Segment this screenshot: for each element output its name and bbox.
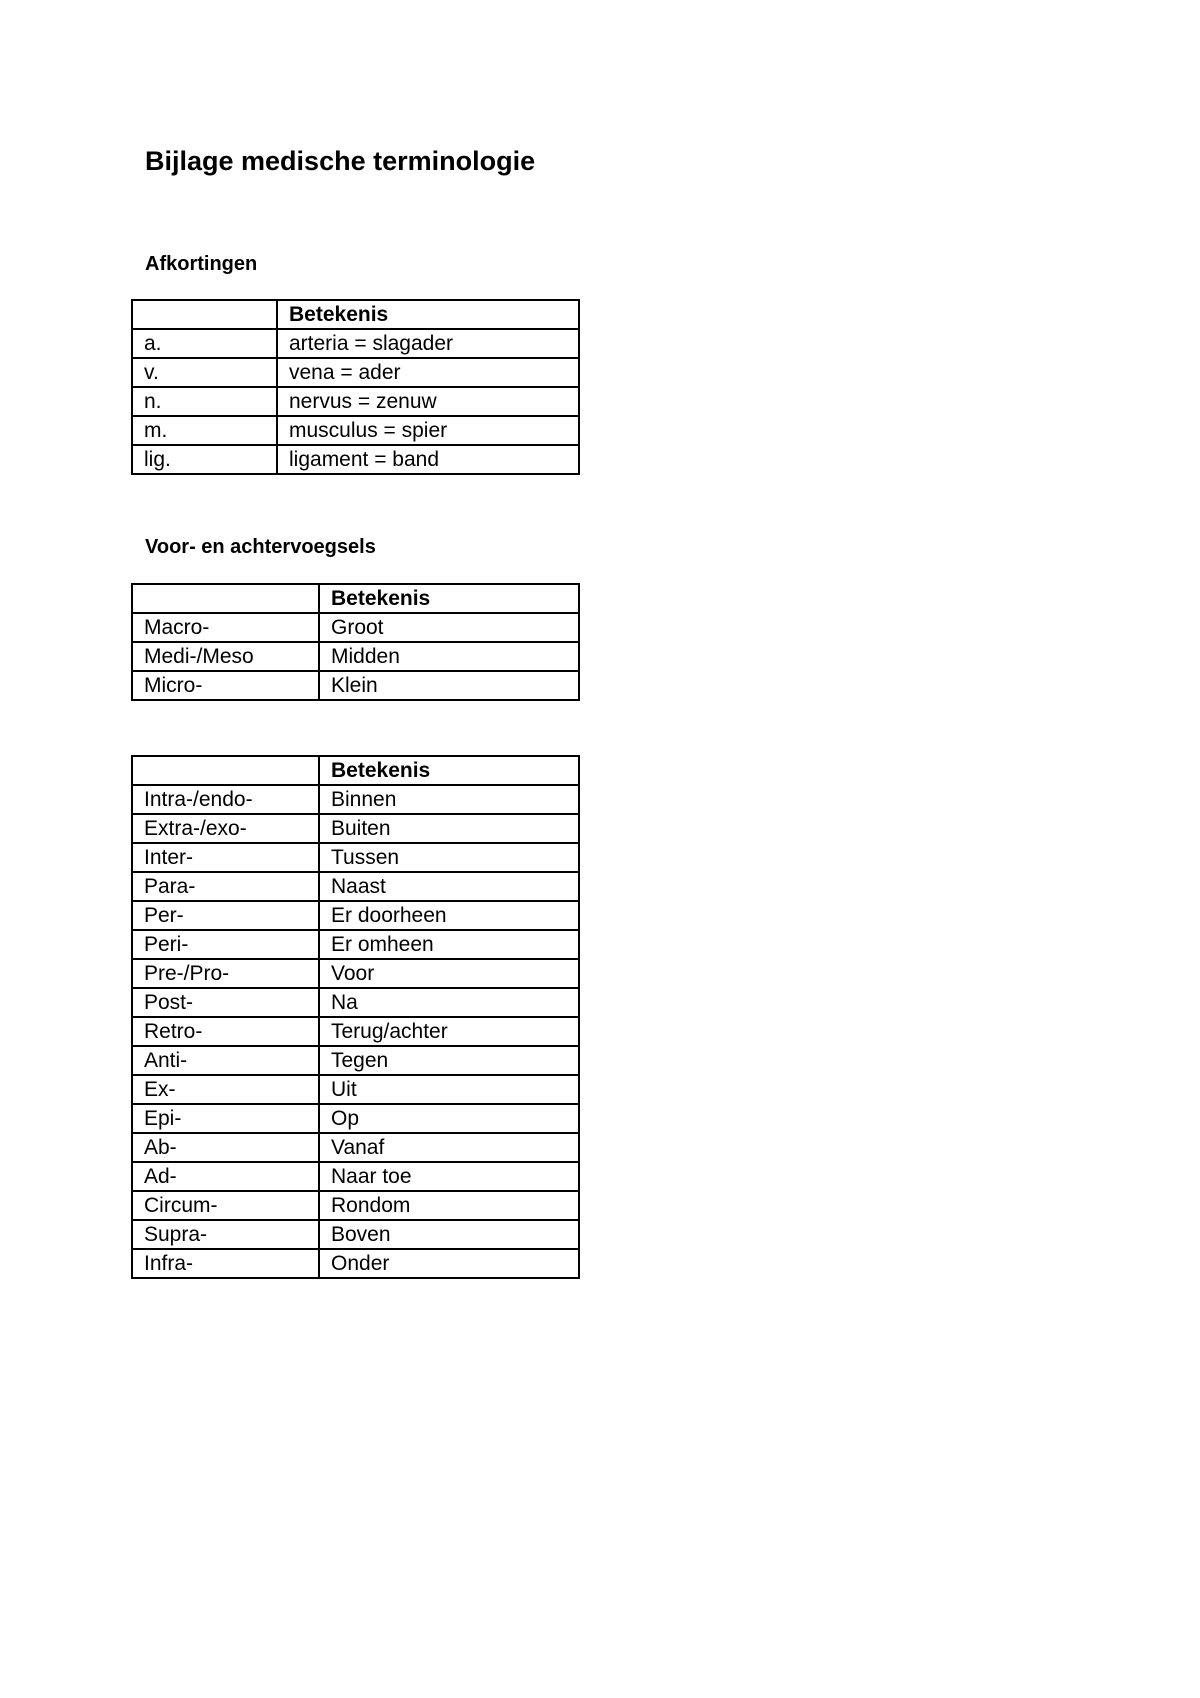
term-cell: Peri- (132, 930, 319, 959)
table-row (132, 1133, 579, 1162)
table-header-row (132, 584, 579, 613)
position-affix-table (131, 755, 580, 1279)
term-cell: Circum- (132, 1191, 319, 1220)
affixes-heading: Voor- en achtervoegsels (145, 536, 376, 558)
term-cell: v. (132, 358, 277, 387)
table-row (132, 1017, 579, 1046)
table-header-row (132, 756, 579, 785)
table-row (132, 416, 579, 445)
term-cell: Ex- (132, 1075, 319, 1104)
term-cell: m. (132, 416, 277, 445)
term-cell: Pre-/Pro- (132, 959, 319, 988)
table-row (132, 901, 579, 930)
meaning-cell: Boven (319, 1220, 579, 1249)
meaning-cell: Na (319, 988, 579, 1017)
abbreviations-heading: Afkortingen (145, 253, 258, 275)
meaning-cell: Buiten (319, 814, 579, 843)
table-row (132, 1046, 579, 1075)
table-row (132, 988, 579, 1017)
term-cell: n. (132, 387, 277, 416)
meaning-cell: Uit (319, 1075, 579, 1104)
term-cell: Per- (132, 901, 319, 930)
term-cell: Post- (132, 988, 319, 1017)
term-cell: Anti- (132, 1046, 319, 1075)
meaning-cell: ligament = band (277, 445, 579, 474)
meaning-cell: Tegen (319, 1046, 579, 1075)
term-cell: Ad- (132, 1162, 319, 1191)
term-cell: Retro- (132, 1017, 319, 1046)
meaning-cell: Tussen (319, 843, 579, 872)
table-row (132, 387, 579, 416)
meaning-cell: Midden (319, 642, 579, 671)
meaning-cell: Naar toe (319, 1162, 579, 1191)
table-row (132, 872, 579, 901)
table-row (132, 1220, 579, 1249)
term-cell: a. (132, 329, 277, 358)
meaning-cell: Terug/achter (319, 1017, 579, 1046)
meaning-cell: Rondom (319, 1191, 579, 1220)
table-row (132, 843, 579, 872)
meaning-cell: Naast (319, 872, 579, 901)
term-cell: Epi- (132, 1104, 319, 1133)
table-row (132, 329, 579, 358)
header-cell-meaning: Betekenis (319, 584, 579, 613)
table-row (132, 445, 579, 474)
table-row (132, 930, 579, 959)
meaning-cell: Voor (319, 959, 579, 988)
header-cell-meaning: Betekenis (319, 756, 579, 785)
page-title: Bijlage medische terminologie (145, 146, 536, 176)
term-cell: Intra-/endo- (132, 785, 319, 814)
table-row (132, 613, 579, 642)
meaning-cell: Er omheen (319, 930, 579, 959)
abbreviations-rows (132, 329, 579, 474)
meaning-cell: musculus = spier (277, 416, 579, 445)
position-affix-rows (132, 785, 579, 1278)
table-row (132, 959, 579, 988)
table-row (132, 358, 579, 387)
meaning-cell: arteria = slagader (277, 329, 579, 358)
table-row (132, 814, 579, 843)
table-row (132, 1162, 579, 1191)
term-cell: Ab- (132, 1133, 319, 1162)
term-cell: Infra- (132, 1249, 319, 1278)
table-row (132, 671, 579, 700)
meaning-cell: Groot (319, 613, 579, 642)
table-row (132, 1249, 579, 1278)
term-cell: Para- (132, 872, 319, 901)
table-header-row (132, 300, 579, 329)
table-row (132, 642, 579, 671)
term-cell: Macro- (132, 613, 319, 642)
table-row (132, 1191, 579, 1220)
meaning-cell: Er doorheen (319, 901, 579, 930)
header-cell-term (132, 300, 277, 329)
meaning-cell: Klein (319, 671, 579, 700)
meaning-cell: Binnen (319, 785, 579, 814)
term-cell: Micro- (132, 671, 319, 700)
term-cell: Supra- (132, 1220, 319, 1249)
size-affix-table (131, 583, 580, 701)
term-cell: lig. (132, 445, 277, 474)
table-row (132, 785, 579, 814)
table-row (132, 1104, 579, 1133)
table-row (132, 1075, 579, 1104)
meaning-cell: Onder (319, 1249, 579, 1278)
header-cell-term (132, 756, 319, 785)
abbreviations-table (131, 299, 580, 475)
term-cell: Extra-/exo- (132, 814, 319, 843)
size-affix-rows (132, 613, 579, 700)
meaning-cell: Op (319, 1104, 579, 1133)
header-cell-meaning: Betekenis (277, 300, 579, 329)
header-cell-term (132, 584, 319, 613)
meaning-cell: nervus = zenuw (277, 387, 579, 416)
meaning-cell: vena = ader (277, 358, 579, 387)
meaning-cell: Vanaf (319, 1133, 579, 1162)
term-cell: Inter- (132, 843, 319, 872)
term-cell: Medi-/Meso (132, 642, 319, 671)
